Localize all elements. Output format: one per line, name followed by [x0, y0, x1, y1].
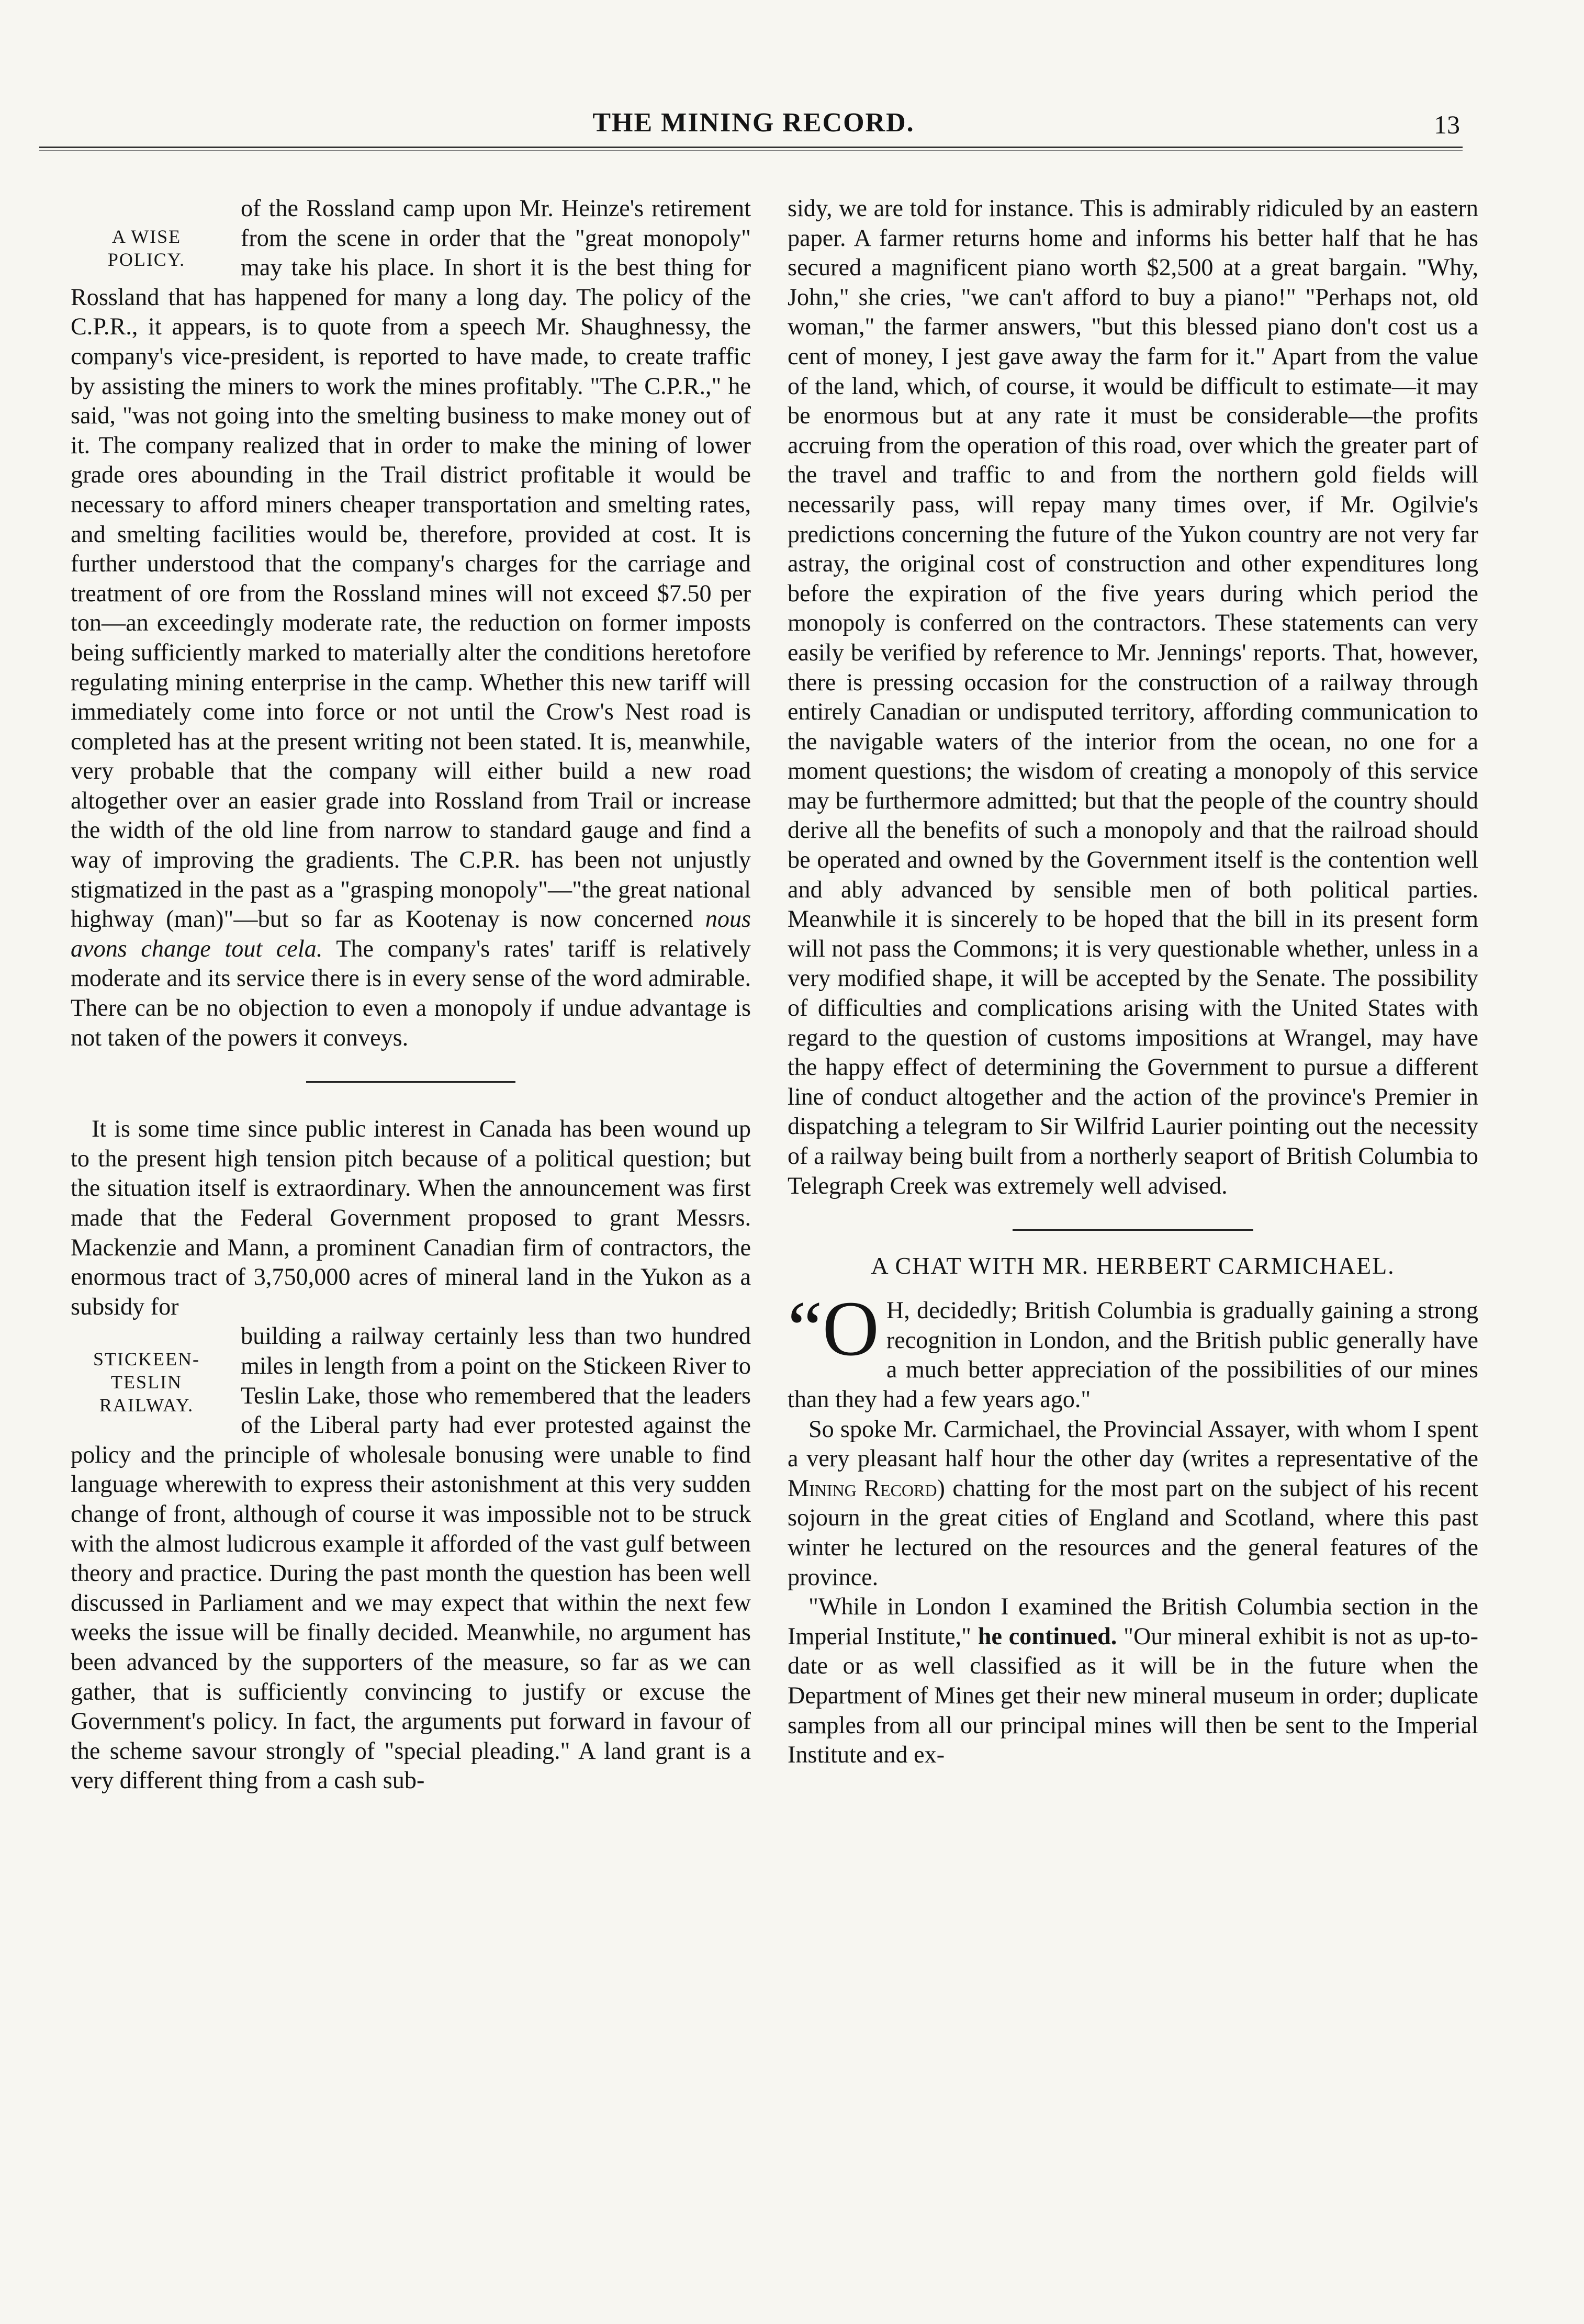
drop-cap-letter: O: [822, 1285, 879, 1373]
section-divider: [306, 1081, 515, 1083]
paragraph: It is some time since public interest in Canada has been wound up to the present high tension pitch because of a political question; but the situation itself is extraordinary. When the announcement was first made that the Federal Government proposed to grant Messrs. Mackenzie and Mann, a prominent Canadian firm of contractors, the enormous tract of 3,750,000 acres of mineral land in the Yukon as a subsidy for: [71, 1115, 751, 1320]
sidehead-line: STICKEEN-: [93, 1349, 200, 1370]
sidehead-a-wise-policy: [63, 194, 230, 271]
opening-quote: “: [788, 1285, 823, 1373]
paragraph-text: So spoke Mr. Carmichael, the Provincial Assayer, with whom I spent a very pleasant half hour the other day (writes a representative of the: [788, 1415, 1478, 1472]
paragraph-text: The company's rates' tariff is relatively moderate and its service there is in every sense of the word admirable. There can be no objection to even a monopoly if undue advantage is not taken of the powers it conveys.: [71, 935, 751, 1051]
italic-phrase: nous avons change tout cela.: [71, 905, 751, 962]
sidehead-line: TESLIN: [111, 1372, 182, 1393]
sidehead-line: A WISE: [111, 226, 182, 247]
paragraph: [788, 1285, 1478, 1414]
sidehead-line: RAILWAY.: [99, 1395, 194, 1416]
page-number: 13: [1434, 110, 1460, 139]
sidehead-stickeen-teslin-railway: [63, 1321, 230, 1417]
bold-phrase: he continued.: [978, 1622, 1117, 1649]
publication-name: Mining Record: [788, 1474, 937, 1501]
journal-title: THE MINING RECORD.: [592, 108, 915, 138]
paragraph: [71, 194, 751, 1052]
drop-cap: [788, 1285, 879, 1373]
paragraph: [788, 1414, 1478, 1592]
header-rule: [39, 147, 1463, 151]
page-header: [58, 107, 1460, 144]
article-heading: A CHAT WITH MR. HERBERT CARMICHAEL.: [871, 1252, 1395, 1279]
paragraph: building a railway certainly less than two hundred miles in length from a point on the Stickeen River to Teslin Lake, those who remembered that the leaders of the Liberal party had ever protested against the policy and the principle of wholesale bonusing were unable to find language wherewith to express their astonishment at this very sudden change of front, although of course it was impossible not to be struck with the almost ludicrous example it afforded of the vast gulf between theory and practice. During the past month the question has been well discussed in Parliament and we may expect that within the next few weeks the issue will be finally decided. Meanwhile, no argument has been advanced by the supporters of the measure, so far as we can gather, that is sufficiently convincing to justify or excuse the Government's policy. In fact, the arguments put forward in favour of the scheme savour strongly of "special pleading." A land grant is a very different thing from a cash sub-: [71, 1322, 751, 1794]
paragraph-text: "While in London I examined the British Columbia section in the Imperial Institute,": [788, 1593, 1478, 1649]
paragraph: sidy, we are told for instance. This is admirably ridiculed by an eastern paper. A farmer returns home and informs his better half that he has secured a magnificent piano worth $2,500 at a great bargain. "Why, John," she cries, "we can't afford to buy a piano!" "Perhaps not, old woman," the farmer answers, "but this blessed piano don't cost us a cent of money, I jest gave away the farm for it." Apart from the value of the land, which, of course, it would be difficult to estimate—it may be enormous but at any rate it must be considerable—the profits accruing from the operation of this road, over which the greater part of the travel and traffic to and from the northern gold fields will necessarily pass, will repay many times over, if Mr. Ogilvie's predictions concerning the future of the Yukon country are not very far astray, the original cost of construction and other expenditures long before the expiration of the five years during which period the monopoly is conferred on the contractors. These statements can very easily be verified by reference to Mr. Jennings' reports. That, however, there is pressing occasion for the construction of a railway through entirely Canadian or undisputed territory, affording communication to the navigable waters of the interior from the ocean, no one for a moment questions; the wisdom of creating a monopoly of this service may be furthermore admitted; but that the people of the country should derive all the benefits of such a monopoly and that the railroad should be operated and owned by the Government itself is the contention well and ably advanced by sensible men of both political parties. Meanwhile it is sincerely to be hoped that the bill in its present form will not pass the Commons; it is very questionable whether, unless in a very modified shape, it will be accepted by the Senate. The possibility of difficulties and complications arising with the United States with regard to the question of customs impositions at Wrangel, may have the happy effect of determining the Government to pursue a different line of conduct altogether and the action of the province's Premier in dispatching a telegram to Sir Wilfrid Laurier pointing out the necessity of a railway being built from a northerly seaport of British Columbia to Telegraph Creek was extremely well advised.: [788, 195, 1478, 1199]
sidehead-line: POLICY.: [107, 249, 186, 270]
paragraph: [788, 1592, 1478, 1770]
paragraph-text: H, decidedly; British Columbia is gradually gaining a strong recognition in London, and the British public generally have a much better appreciation of the possibilities of our mines than they had a few years ago.": [788, 1297, 1478, 1412]
paragraph-text: "Our mineral exhibit is not as up-to-date or as well classified as it will be in the future when the Department of Mines get their new mineral museum in order; duplicate samples from all our principal mines will then be sent to the Imperial Institute and ex-: [788, 1622, 1478, 1768]
left-column: [71, 194, 751, 1795]
paragraph-text: of the Rossland camp upon Mr. Heinze's retirement from the scene in order that the "great monopoly" may take his place. In short it is the best thing for Rossland that has happened for many a long day. The policy of the C.P.R., it appears, is to quote from a speech Mr. Shaughnessy, the company's vice-president, is reported to have made, to create traffic by assisting the miners to work the mines profitably. "The C.P.R.," he said, "was not going into the smelting business to make money out of it. The company realized that in order to make the mining of lower grade ores abounding in the Trail district profitable it would be necessary to afford miners cheaper transportation and smelting rates, and smelting facilities would be, therefore, provided at cost. It is further understood that the company's charges for the carriage and treatment of ore from the Rossland mines will not exceed $7.50 per ton—an exceedingly moderate rate, the reduction on former imposts being sufficiently marked to materially alter the conditions heretofore regulating mining enterprise in the camp. Whether this new tariff will immediately come into force or not until the Crow's Nest road is completed has at the present writing not been stated. It is, meanwhile, very probable that the company will either build a new road altogether over an easier grade into Rossland from Trail or increase the width of the old line from narrow to standard gauge and find a way of improving the gradients. The C.P.R. has been not unjustly stigmatized in the past as a "grasping monopoly"—"the great national highway (man)"—but so far as Kootenay is now concerned: [71, 195, 751, 933]
paragraph-text: ) chatting for the most part on the subject of his recent sojourn in the great cities of England and Scotland, where this past winter he lectured on the resources and the general features of the province.: [788, 1474, 1478, 1590]
right-column: [788, 194, 1478, 1770]
section-divider: [1013, 1229, 1253, 1231]
